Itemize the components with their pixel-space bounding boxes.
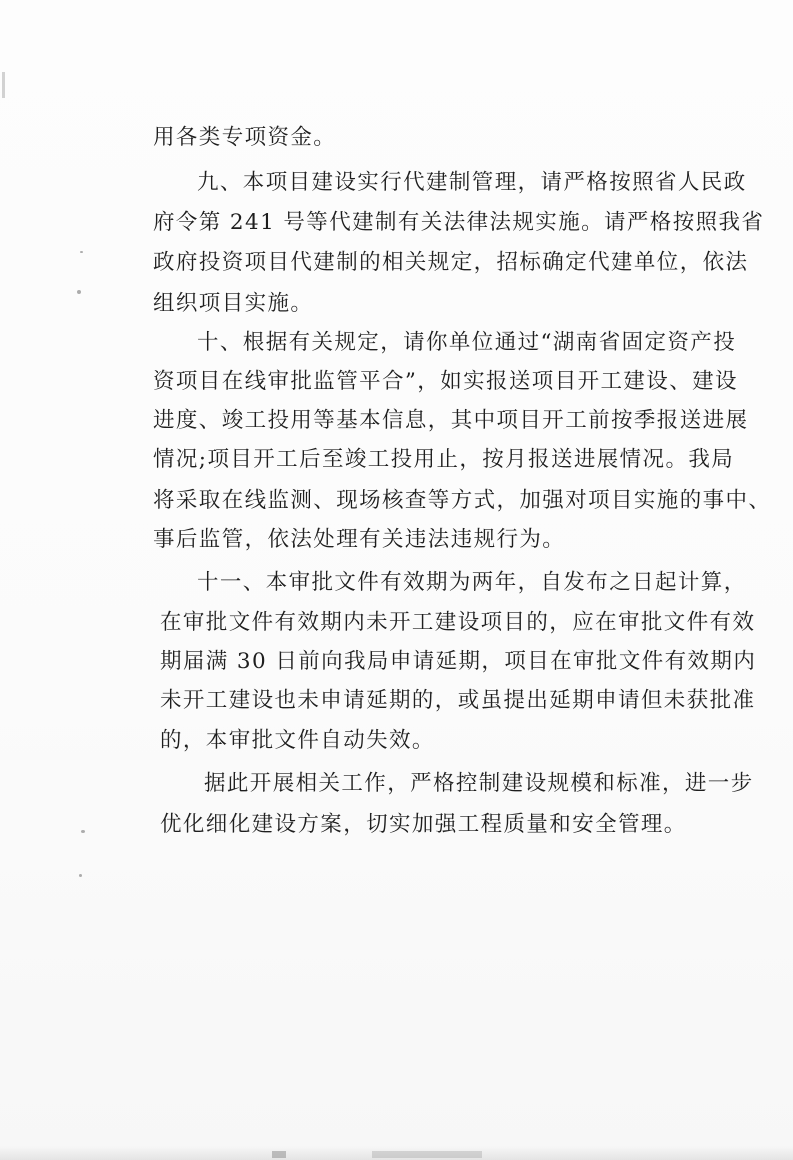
text-line-8: 进度、竣工投用等基本信息，其中项目开工前按季报送进展	[153, 408, 749, 433]
scan-speck	[77, 290, 81, 294]
scan-speck	[80, 251, 83, 253]
text-line-12: 十一、本审批文件有效期为两年，自发布之日起计算，	[197, 570, 747, 595]
scan-bottom-mark	[272, 1151, 286, 1158]
scan-bottom-mark	[372, 1151, 482, 1158]
text-line-18: 优化细化建设方案，切实加强工程质量和安全管理。	[160, 812, 687, 837]
scan-speck	[79, 874, 82, 877]
text-line-14: 期届满 30 日前向我局申请延期，项目在审批文件有效期内	[160, 649, 757, 674]
text-line-13: 在审批文件有效期内未开工建设项目的，应在审批文件有效	[160, 610, 756, 635]
text-line-15: 未开工建设也未申请延期的，或虽提出延期申请但未获批准	[160, 688, 756, 713]
text-line-16: 的，本审批文件自动失效。	[160, 728, 435, 753]
text-line-10: 将采取在线监测、现场核查等方式，加强对项目实施的事中、	[153, 488, 772, 513]
text-line-4: 政府投资项目代建制的相关规定，招标确定代建单位，依法	[153, 250, 749, 275]
scan-edge-mark	[2, 72, 5, 98]
text-line-17: 据此开展相关工作，严格控制建设规模和标准，进一步	[204, 771, 754, 796]
text-line-9: 情况;项目开工后至竣工投用止，按月报送进展情况。我局	[153, 447, 735, 472]
text-line-11: 事后监管，依法处理有关违法违规行为。	[153, 527, 566, 552]
text-line-7: 资项目在线审批监管平合”，如实报送项目开工建设、建设	[153, 369, 738, 394]
text-line-3: 府令第 241 号等代建制有关法律法规实施。请严格按照我省	[153, 210, 765, 235]
text-line-1: 用各类专项资金。	[153, 125, 337, 150]
scan-speck	[81, 830, 85, 833]
text-line-6: 十、根据有关规定，请你单位通过“湖南省固定资产投	[197, 330, 737, 355]
text-line-5: 组织项目实施。	[153, 291, 314, 316]
text-line-2: 九、本项目建设实行代建制管理，请严格按照省人民政	[197, 170, 747, 195]
